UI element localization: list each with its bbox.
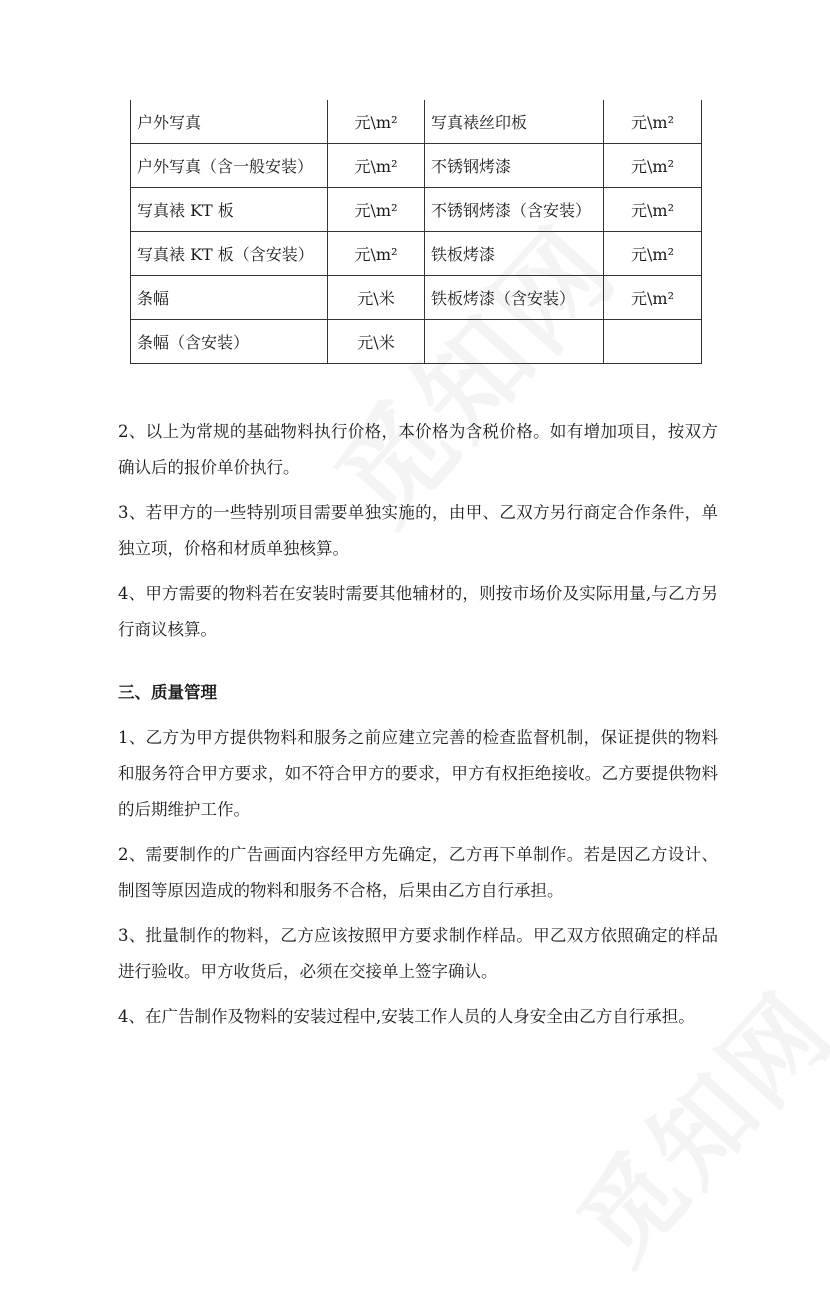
quality-item-1: 1、乙方为甲方提供物料和服务之前应建立完善的检查监督机制，保证提供的物料和服务符合甲方要求，如不符合甲方的要求，甲方有权拒绝接收。乙方要提供物料的后期维护工作。 [118, 728, 718, 819]
item-right-cell: 不锈钢烤漆 [425, 144, 604, 188]
unit-right-cell [604, 320, 702, 364]
unit-left-cell: 元\米 [328, 320, 425, 364]
item-left-cell: 条幅 [131, 276, 328, 320]
table-row [131, 144, 702, 188]
item-right-cell: 不锈钢烤漆（含安装） [425, 188, 604, 232]
unit-left-cell: 元\m² [328, 100, 425, 144]
item-right-cell: 铁板烤漆 [425, 232, 604, 276]
quality-item-2: 2、需要制作的广告画面内容经甲方先确定，乙方再下单制作。若是因乙方设计、制图等原因造成的物料和服务不合格，后果由乙方自行承担。 [118, 845, 718, 900]
price-table-body [131, 100, 702, 364]
quality-item-3: 3、批量制作的物料，乙方应该按照甲方要求制作样品。甲乙双方依照确定的样品进行验收。甲方收货后，必须在交接单上签字确认。 [118, 926, 718, 981]
unit-left-cell: 元\m² [328, 188, 425, 232]
unit-left-cell: 元\m² [328, 232, 425, 276]
item-left-cell: 户外写真（含一般安装） [131, 144, 328, 188]
unit-right-cell: 元\m² [604, 232, 702, 276]
item-left-cell: 写真裱 KT 板（含安装） [131, 232, 328, 276]
table-row [131, 188, 702, 232]
table-row [131, 320, 702, 364]
item-left-cell: 条幅（含安装） [131, 320, 328, 364]
item-right-cell: 铁板烤漆（含安装） [425, 276, 604, 320]
clause-4: 4、甲方需要的物料若在安装时需要其他辅材的，则按市场价及实际用量,与乙方另行商议核算。 [118, 584, 718, 639]
table-row [131, 276, 702, 320]
price-table [130, 100, 702, 364]
unit-right-cell: 元\m² [604, 144, 702, 188]
unit-right-cell: 元\m² [604, 188, 702, 232]
item-left-cell: 写真裱 KT 板 [131, 188, 328, 232]
item-right-cell: 写真裱丝印板 [425, 100, 604, 144]
unit-right-cell: 元\m² [604, 276, 702, 320]
unit-left-cell: 元\m² [328, 144, 425, 188]
item-left-cell: 户外写真 [131, 100, 328, 144]
clause-2: 2、以上为常规的基础物料执行价格，本价格为含税价格。如有增加项目，按双方确认后的报价单价执行。 [118, 422, 718, 477]
unit-left-cell: 元\米 [328, 276, 425, 320]
table-row [131, 232, 702, 276]
document-body [118, 414, 718, 1044]
unit-right-cell: 元\m² [604, 100, 702, 144]
item-right-cell [425, 320, 604, 364]
quality-item-4: 4、在广告制作及物料的安装过程中,安装工作人员的人身安全由乙方自行承担。 [118, 1007, 695, 1026]
section-heading-quality: 三、质量管理 [118, 683, 217, 702]
clause-3: 3、若甲方的一些特别项目需要单独实施的，由甲、乙双方另行商定合作条件，单独立项，价格和材质单独核算。 [118, 503, 718, 558]
table-row [131, 100, 702, 144]
